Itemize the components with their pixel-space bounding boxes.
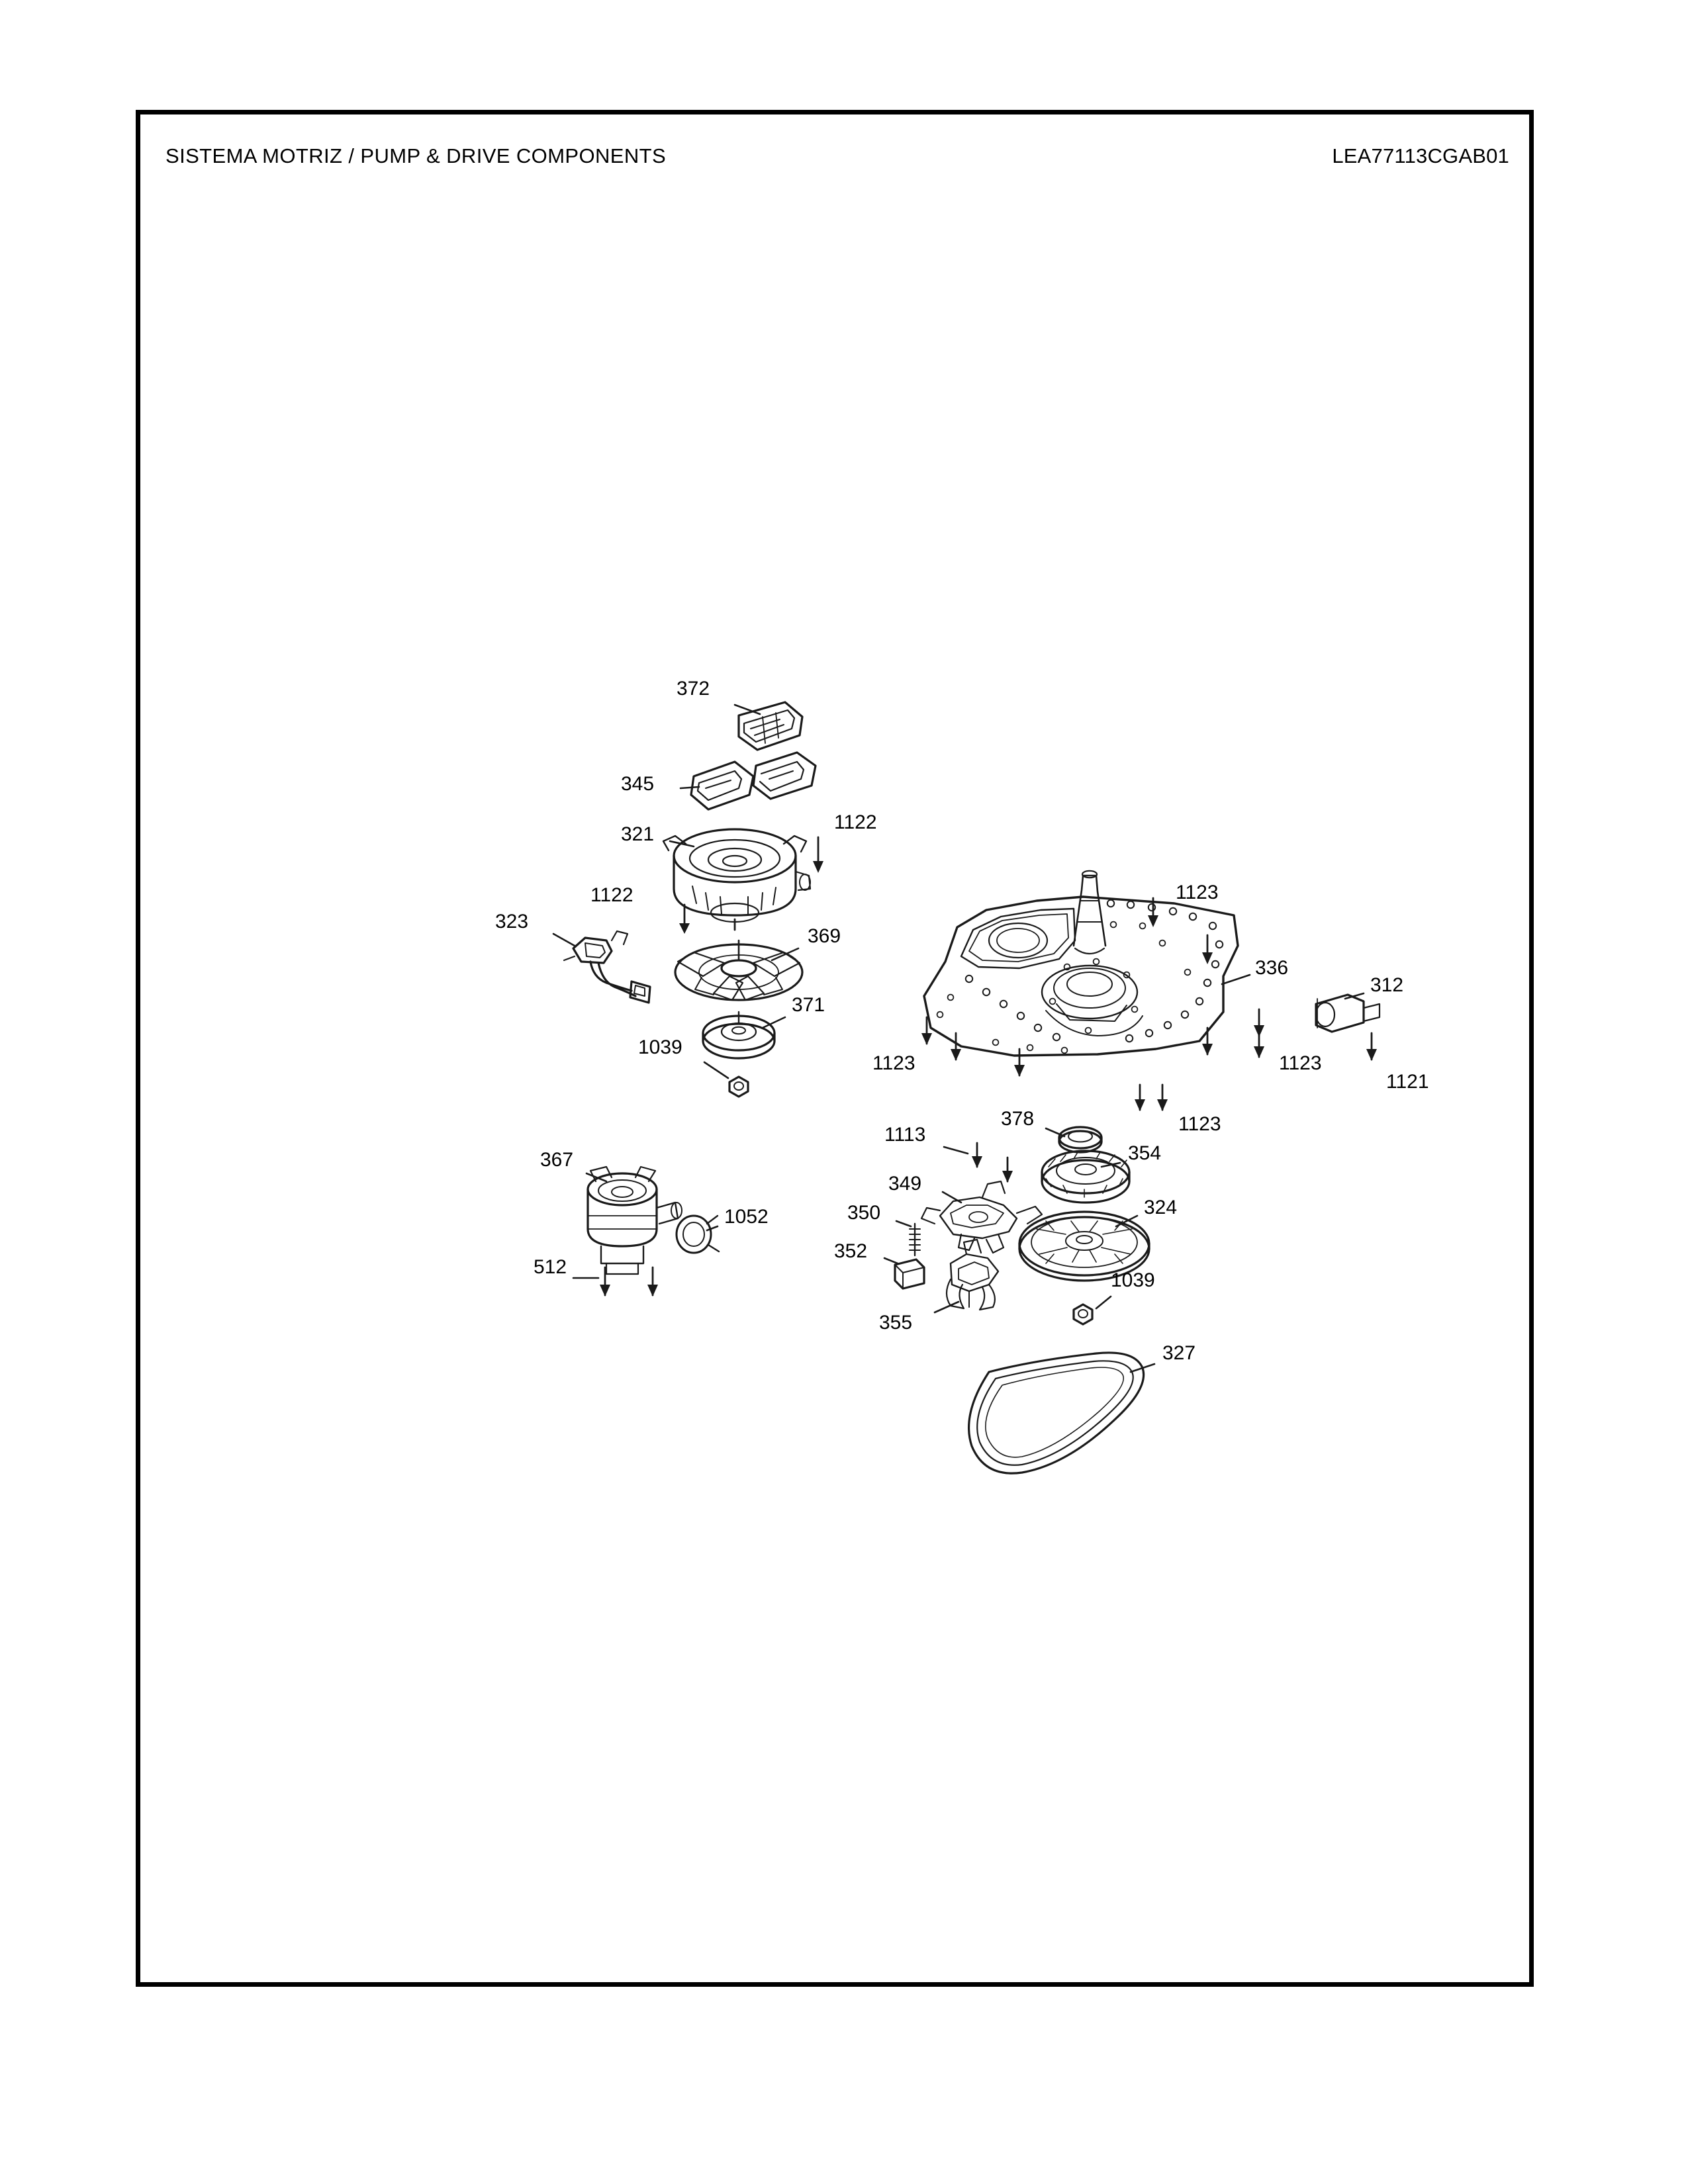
callout-324: 324 <box>1144 1197 1178 1218</box>
part-512-pump-mount-screws <box>600 1267 658 1297</box>
callout-378: 378 <box>1001 1108 1035 1130</box>
part-349-clutch-lever-assembly <box>921 1181 1042 1253</box>
part-355-brake-lever <box>947 1240 998 1310</box>
part-354-drive-gear <box>1042 1151 1129 1203</box>
callout-352: 352 <box>834 1240 868 1262</box>
callout-512: 512 <box>534 1256 567 1278</box>
part-369-motor-fan <box>675 940 802 1000</box>
callout-1122-upper: 1122 <box>834 811 877 833</box>
part-1039-pulley-nut-lower <box>1074 1304 1092 1324</box>
callout-1123-d: 1123 <box>1178 1113 1221 1135</box>
part-1052-pump-clamp <box>677 1216 719 1253</box>
callout-1123-b: 1123 <box>872 1052 915 1074</box>
part-1039-pulley-nut-upper <box>729 1077 748 1097</box>
part-323-motor-wire-harness <box>564 931 650 1003</box>
callout-336: 336 <box>1255 957 1289 979</box>
callout-354: 354 <box>1128 1142 1162 1164</box>
callout-1052: 1052 <box>724 1206 769 1228</box>
callout-1123-a: 1123 <box>1176 882 1219 903</box>
diagram-code: LEA77113CGAB01 <box>1332 144 1509 167</box>
callout-349: 349 <box>888 1173 922 1195</box>
callout-372: 372 <box>677 678 710 700</box>
callout-321: 321 <box>621 823 655 845</box>
callout-1121: 1121 <box>1386 1071 1429 1093</box>
diagram-drawing-area <box>140 114 1529 1982</box>
part-367-drain-pump <box>588 1167 682 1274</box>
callout-1039-lower: 1039 <box>1111 1269 1155 1291</box>
part-350-actuator-spring <box>910 1224 920 1255</box>
callout-1039-upper: 1039 <box>638 1036 682 1058</box>
diagram-title: SISTEMA MOTRIZ / PUMP & DRIVE COMPONENTS <box>165 144 667 167</box>
parts-illustration <box>140 114 1529 1982</box>
callout-369: 369 <box>808 925 841 947</box>
callout-355: 355 <box>879 1312 913 1334</box>
callout-1113: 1113 <box>884 1124 926 1146</box>
callout-367: 367 <box>540 1149 574 1171</box>
callout-350: 350 <box>847 1202 881 1224</box>
callout-1123-c: 1123 <box>1279 1052 1322 1074</box>
part-312-suspension-stud <box>1316 995 1380 1032</box>
part-1121-stud-screw <box>1366 1033 1377 1061</box>
part-1113-retaining-clip <box>972 1143 1013 1183</box>
callout-327: 327 <box>1162 1342 1196 1364</box>
callout-371: 371 <box>792 994 825 1016</box>
callout-323: 323 <box>495 911 529 933</box>
part-327-drive-belt <box>969 1353 1144 1473</box>
callout-1122-lower: 1122 <box>590 884 633 906</box>
callout-312: 312 <box>1370 974 1404 996</box>
part-345-motor-cover-lower <box>691 752 816 809</box>
callout-345: 345 <box>621 773 655 795</box>
part-378-bearing-seal <box>1059 1127 1102 1152</box>
part-371-motor-pulley <box>703 1012 774 1058</box>
part-352-shift-block <box>895 1259 924 1289</box>
